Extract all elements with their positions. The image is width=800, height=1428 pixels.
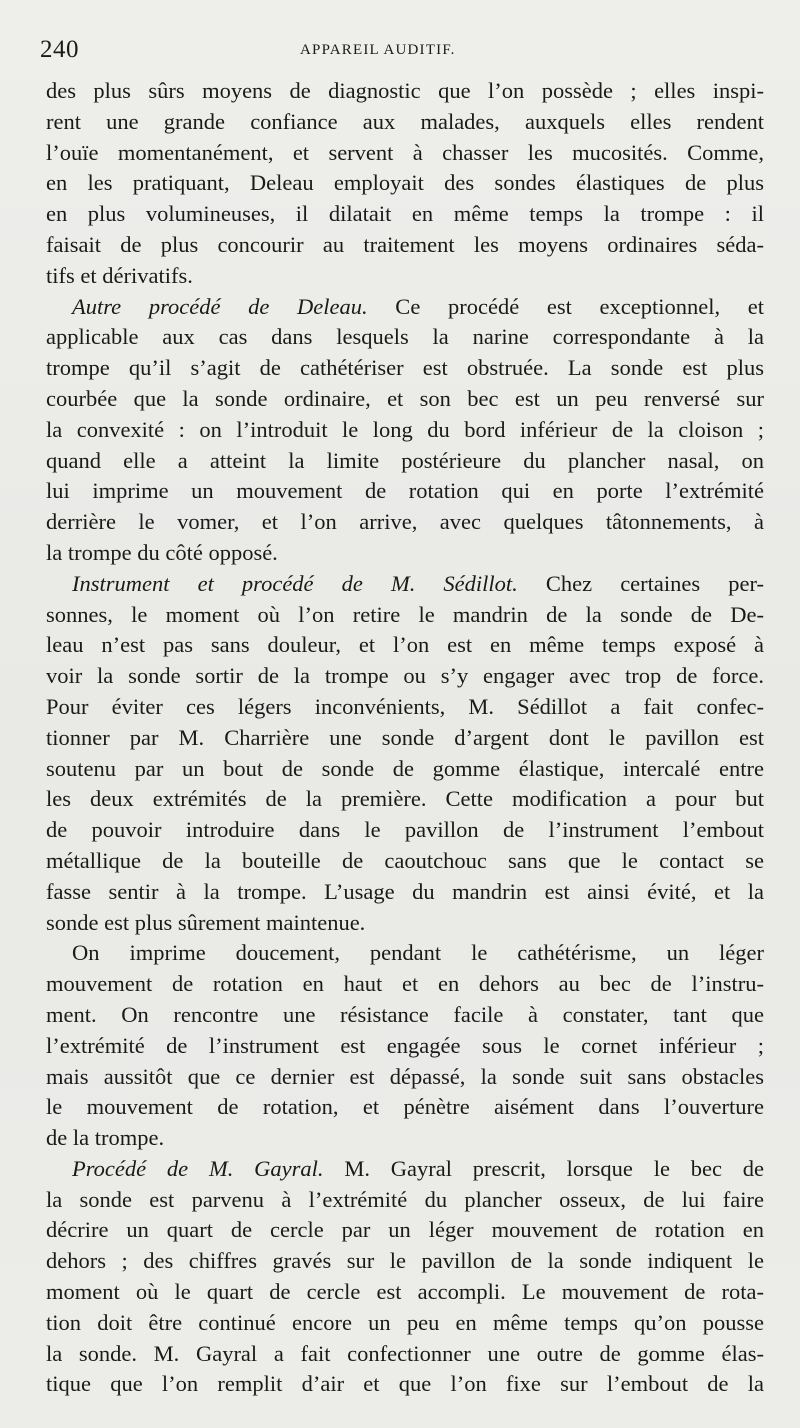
section-heading-gayral: Procédé de M. Gayral. xyxy=(72,1155,324,1181)
text-line: courbée que la sonde ordinaire, et son bec est un peu renversé sur xyxy=(46,385,764,411)
text-line: la trompe du côté opposé. xyxy=(46,539,278,565)
text-line: Pour éviter ces légers inconvénients, M. Sédillot a fait confec- xyxy=(46,693,764,719)
text-line: tionner par M. Charrière une sonde d’argent dont le pavillon est xyxy=(46,724,764,750)
text-line: la convexité : on l’introduit le long du bord inférieur de la cloison ; xyxy=(46,416,764,442)
text-line: de pouvoir introduire dans le pavillon de l’instrument l’embout xyxy=(46,817,764,843)
text-line: voir la sonde sortir de la trompe ou s’y engager avec trop de force. xyxy=(46,663,764,689)
text-line: quand elle a atteint la limite postérieure du plancher nasal, on xyxy=(46,447,764,473)
text-line: faisait de plus concourir au traitement les moyens ordinaires séda- xyxy=(46,231,764,257)
text-line: trompe qu’il s’agit de cathétériser est obstruée. La sonde est plus xyxy=(46,355,764,381)
text-line xyxy=(46,292,764,323)
text-run: Ce procédé est exceptionnel, et xyxy=(367,293,764,319)
text-run: Chez certaines per- xyxy=(517,570,764,596)
section-heading-deleau: Autre procédé de Deleau. xyxy=(72,293,368,319)
text-line: des plus sûrs moyens de diagnostic que l’on possède ; elles inspi- xyxy=(46,78,764,103)
running-title: APPAREIL AUDITIF. xyxy=(300,42,456,58)
text-line: les deux extrémités de la première. Cette modification a pour but xyxy=(46,786,764,812)
text-line: métallique de la bouteille de caoutchouc sans que le contact se xyxy=(46,847,764,873)
text-line xyxy=(46,1154,764,1185)
text-line: dehors ; des chiffres gravés sur le pavillon de la sonde indiquent le xyxy=(46,1248,764,1274)
text-line: On imprime doucement, pendant le cathétérisme, un léger xyxy=(72,940,764,966)
text-line: la sonde. M. Gayral a fait confectionner une outre de gomme élas- xyxy=(46,1340,764,1366)
running-head xyxy=(40,36,764,66)
text-line xyxy=(46,569,764,600)
text-line: la sonde est parvenu à l’extrémité du plancher osseux, de lui faire xyxy=(46,1186,764,1212)
text-line: lui imprime un mouvement de rotation qui en porte l’extrémité xyxy=(46,478,764,504)
text-line: applicable aux cas dans lesquels la narine correspondante à la xyxy=(46,324,764,350)
text-line: le mouvement de rotation, et pénètre aisément dans l’ouverture xyxy=(46,1094,764,1120)
text-line: leau n’est pas sans douleur, et l’on est en même temps exposé à xyxy=(46,632,764,658)
text-line: en plus volumineuses, il dilatait en même temps la trompe : il xyxy=(46,201,764,227)
text-line: tique que l’on remplit d’air et que l’on fixe sur l’embout de la xyxy=(46,1371,764,1397)
text-line: tion doit être continué encore un peu en même temps qu’on pousse xyxy=(46,1309,764,1335)
text-line: tifs et dérivatifs. xyxy=(46,262,193,288)
text-line: fasse sentir à la trompe. L’usage du mandrin est ainsi évité, et la xyxy=(46,878,764,904)
text-line: l’ouïe momentanément, et servent à chasser les mucosités. Comme, xyxy=(46,139,764,165)
section-heading-sedillot: Instrument et procédé de M. Sédillot. xyxy=(72,570,518,596)
page-number: 240 xyxy=(40,36,79,63)
text-line: soutenu par un bout de sonde de gomme élastique, intercalé entre xyxy=(46,755,764,781)
text-run: M. Gayral prescrit, lorsque le bec de xyxy=(323,1155,764,1181)
text-line: sonde est plus sûrement maintenue. xyxy=(46,909,366,935)
text-line: de la trompe. xyxy=(46,1125,165,1151)
text-line: l’extrémité de l’instrument est engagée sous le cornet inférieur ; xyxy=(46,1032,764,1058)
body-text xyxy=(46,76,764,1400)
text-line: derrière le vomer, et l’on arrive, avec quelques tâtonnements, à xyxy=(46,509,764,535)
text-line: en les pratiquant, Deleau employait des sondes élastiques de plus xyxy=(46,170,764,196)
text-line: moment où le quart de cercle est accompli. Le mouvement de rota- xyxy=(46,1279,764,1305)
text-line: ment. On rencontre une résistance facile à constater, tant que xyxy=(46,1001,764,1027)
text-line: mais aussitôt que ce dernier est dépassé, la sonde suit sans obstacles xyxy=(46,1063,764,1089)
text-line: sonnes, le moment où l’on retire le mandrin de la sonde de De- xyxy=(46,601,764,627)
text-line: rent une grande confiance aux malades, auxquels elles rendent xyxy=(46,108,764,134)
text-line: décrire un quart de cercle par un léger mouvement de rotation en xyxy=(46,1217,764,1243)
text-line: mouvement de rotation en haut et en dehors au bec de l’instru- xyxy=(46,971,764,997)
